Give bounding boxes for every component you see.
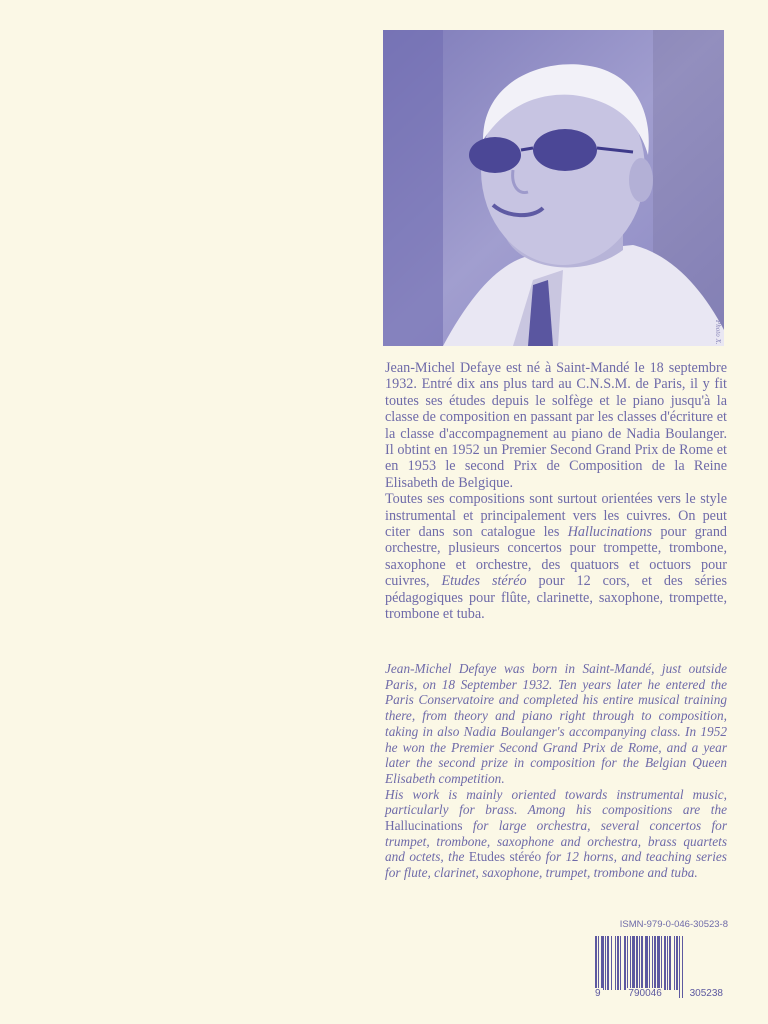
portrait-illustration bbox=[383, 30, 724, 346]
barcode-bar bbox=[664, 936, 666, 990]
barcode-bar bbox=[617, 936, 619, 990]
barcode-bar bbox=[636, 936, 638, 990]
barcode-bar bbox=[627, 936, 628, 990]
barcode-lead-digit: 9 bbox=[595, 988, 601, 999]
barcode-bar bbox=[630, 936, 631, 990]
french-work-hallucinations: Hallucinations bbox=[567, 524, 653, 541]
barcode-bar bbox=[620, 936, 621, 990]
barcode-bar bbox=[624, 936, 626, 990]
barcode-bar bbox=[676, 936, 678, 990]
french-p2-text-a: Toutes ses compositions sont surtout orientées vers le style instrumental et principalement vers les cuivres. On peut citer dans son catalogue les bbox=[385, 491, 727, 541]
barcode-group-1: 790046 bbox=[628, 988, 662, 999]
barcode-bar bbox=[669, 936, 671, 990]
english-paragraph-2 bbox=[385, 787, 727, 881]
french-work-etudes-stereo: Etudes stéréo bbox=[441, 573, 527, 590]
portrait-photo bbox=[383, 30, 724, 346]
ismn-number: ISMN-979-0-046-30523-8 bbox=[619, 919, 728, 930]
barcode-bar bbox=[649, 936, 650, 990]
barcode-bar bbox=[661, 936, 662, 990]
barcode-bar bbox=[657, 936, 660, 990]
english-biography bbox=[385, 661, 727, 881]
barcode-bar bbox=[601, 936, 604, 990]
english-p2-text-a: His work is mainly oriented towards instrumental music, particularly for brass. Among his compositions are the bbox=[385, 786, 727, 818]
barcode-bar bbox=[674, 936, 675, 990]
barcode-bar bbox=[615, 936, 616, 990]
barcode-digits bbox=[589, 988, 729, 999]
barcode-group-2: 305238 bbox=[689, 988, 723, 999]
barcode-bar bbox=[605, 936, 606, 990]
barcode-bar bbox=[611, 936, 612, 990]
french-p2-text-e: pour 12 cors, et des séries pédagogiques pour flûte, clarinette, saxophone, trompette, trombone et tuba. bbox=[385, 573, 727, 623]
english-p2-text-c: for large orchestra, several concertos for trumpet, trombone, saxophone and orchestra, brass quartets and octets, the bbox=[385, 818, 727, 865]
barcode-bar bbox=[632, 936, 635, 990]
english-work-etudes-stereo: Etudes stéréo bbox=[468, 849, 542, 865]
photo-credit: Photo X. bbox=[714, 320, 722, 345]
barcode-bar bbox=[645, 936, 648, 990]
barcode-bar bbox=[654, 936, 656, 990]
french-p2-text-c: pour grand orchestre, plusieurs concertos pour trompette, trombone, saxophone et orchestre, des quatuors et octuors pour cuivres, bbox=[385, 524, 728, 590]
barcode-bar bbox=[652, 936, 653, 990]
english-paragraph-1: Jean-Michel Defaye was born in Saint-Mandé, just outside Paris, on 18 September 1932. Ten years later he entered the Paris Conservatoire and completed his entire musical training there, from theory and piano right through to composition, taking in also Nadia Boulanger's accompanying class. In 1952 he won the Premier Second Grand Prix de Rome, and a year later the second prize in composition for the Belgian Queen Elisabeth competition. bbox=[385, 661, 727, 786]
barcode-bar bbox=[667, 936, 668, 990]
barcode-bar bbox=[607, 936, 609, 990]
french-biography bbox=[385, 360, 727, 623]
english-work-hallucinations: Hallucinations bbox=[385, 818, 463, 834]
english-p2-text-e: for 12 horns, and teaching series for flute, clarinet, saxophone, trumpet, trombone and tuba. bbox=[385, 849, 727, 881]
french-paragraph-1: Jean-Michel Defaye est né à Saint-Mandé le 18 septembre 1932. Entré dix ans plus tard au C.N.S.M. de Paris, il y fit toutes ses études depuis le solfège et le piano jusqu'à la classe de composition en passant par les classes d'écriture et la classe d'accompagnement au piano de Nadia Boulanger. Il obtint en 1952 un Premier Second Grand Prix de Rome et en 1953 le second Prix de Composition de la Reine Elisabeth de Belgique. bbox=[385, 360, 727, 491]
french-paragraph-2 bbox=[385, 491, 727, 622]
